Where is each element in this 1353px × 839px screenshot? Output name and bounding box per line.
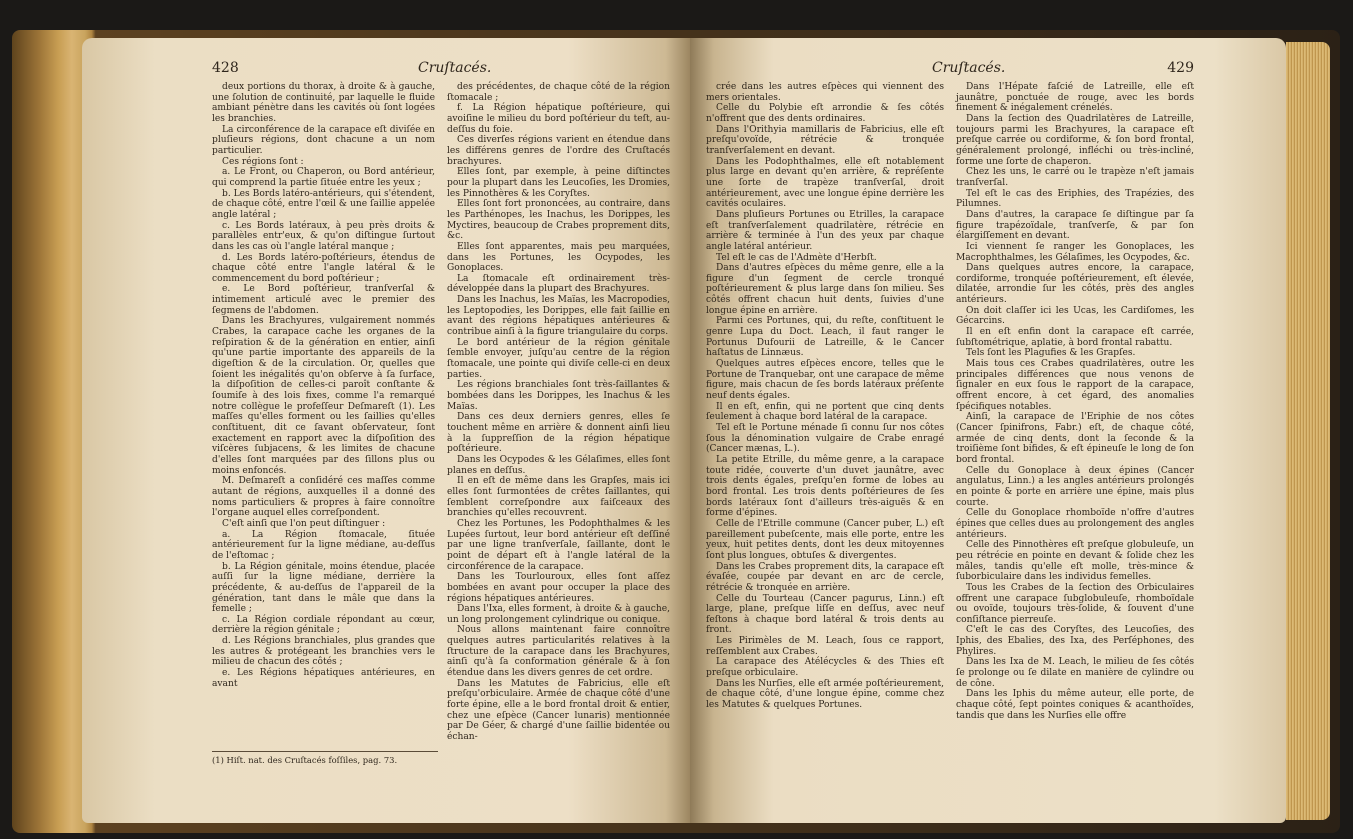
paragraph: Dans les Iphis du même auteur, elle porte, de chaque côté, ſept pointes coniques & acanthoïdes, tandis que dans les Nurſies elle offre	[956, 689, 1194, 721]
paragraph: Dans les Ocypodes & les Gélaſimes, elles ſont planes en deſſus.	[447, 454, 670, 476]
paragraph: Chez les uns, le carré ou le trapèze n'eſt jamais tranſverſal.	[956, 167, 1194, 188]
paragraph: Ainſi, la carapace de l'Eriphie de nos côtes (Cancer ſpinifrons, Fabr.) eſt, de chaque côté, armée de cinq dents, dont la ſeconde & la troiſième ſont bifides, & eſt épineuſe le long de ſon bord frontal.	[956, 412, 1194, 465]
paragraph: Elles ſont apparentes, mais peu marquées, dans les Portunes, les Ocypodes, les Gonoplaces.	[447, 241, 670, 274]
paragraph: Dans les Nurſies, elle eſt armée poſtérieurement, de chaque côté, d'une longue épine, comme chez les Matutes & quelques Portunes.	[706, 678, 944, 711]
paragraph: Tel eſt le Portune ménade ſi connu ſur nos côtes ſous la dénomination vulgaire de Crabe enragé (Cancer mænas, L.).	[706, 423, 944, 455]
paragraph: Le bord antérieur de la région génitale ſemble envoyer, juſqu'au centre de la région ſtomacale, une pointe qui diviſe celle-ci en deux parties.	[447, 337, 670, 380]
paragraph: Les Pirimèles de M. Leach, ſous ce rapport, reſſemblent aux Crabes.	[706, 636, 944, 657]
paragraph: Nous allons maintenant faire connoître quelques autres particularités relatives à la ſtructure de la carapace dans les Brachyures, ainſi qu'à ſa conformation générale & à ſon étendue dans les divers genres de cet ordre.	[447, 625, 670, 679]
paragraph: Dans quelques autres encore, la carapace, cordiforme, tronquée poſtérieurement, eſt élevée, dilatée, arrondie ſur les côtés, près des angles antérieurs.	[956, 263, 1194, 306]
right-page-header	[706, 52, 1194, 82]
paragraph: Les régions branchiales ſont très-ſaillantes & bombées dans les Dorippes, les Inachus & les Maïas.	[447, 380, 670, 412]
paragraph: Tous les Crabes de la ſection des Orbiculaires offrent une carapace ſubglobuleuſe, rhomboïdale ou ovoïde, toujours très-ſolide, & ſouvent d'une conſiſtance pierreuſe.	[956, 582, 1194, 625]
paragraph: d. Les Régions branchiales, plus grandes que les autres & protégeant les branchies vers le milieu de chacun des côtés ;	[212, 636, 435, 668]
paragraph: b. La Région génitale, moins étendue, placée auſſi ſur la ligne médiane, derrière la précédente, & au-deſſus de l'appareil de la génération, tant dans le mâle que dans la femelle ;	[212, 561, 435, 615]
paragraph: Dans les Crabes proprement dits, la carapace eſt évaſée, coupée par devant en arc de cercle, rétrécie & tronquée en arrière.	[706, 561, 944, 593]
right-column-1	[706, 82, 944, 721]
paragraph: d. Les Bords latéro-poſtérieurs, étendus de chaque côté entre l'angle latéral & le commencement du bord poſtérieur ;	[212, 252, 435, 284]
paragraph: e. Le Bord poſtérieur, tranſverſal & intimement articulé avec le premier des ſegmens de l'abdomen.	[212, 284, 435, 316]
left-column-1	[212, 82, 435, 743]
right-page-columns	[706, 82, 1194, 721]
paragraph: Dans l'Ixa, elles forment, à droite & à gauche, un long prolongement cylindrique ou conique.	[447, 604, 670, 625]
paragraph: M. Deſmareſt a conſidéré ces maſſes comme autant de régions, auxquelles il a donné des noms particuliers & propres à faire connoître l'organe auquel elles correſpondent.	[212, 476, 435, 519]
paragraph: Ici viennent ſe ranger les Gonoplaces, les Macrophthalmes, les Gélaſimes, les Ocypodes, &c.	[956, 241, 1194, 263]
paragraph: Dans d'autres, la carapace ſe diſtingue par ſa figure trapézoïdale, tranſverſe, & par ſon élargiſſement en devant.	[956, 209, 1194, 242]
paragraph: La ſtomacale eſt ordinairement très-développée dans la plupart des Brachyures.	[447, 273, 670, 295]
left-page-header	[212, 52, 676, 82]
paragraph: Celle du Polybie eſt arrondie & ſes côtés n'offrent que des dents ordinaires.	[706, 103, 944, 124]
paragraph: Chez les Portunes, les Podophthalmes & les Lupées ſurtout, leur bord antérieur eſt deſſiné par une ligne tranſverſale, ſaillante, dont le point de départ eſt à l'angle latéral de la circonférence de la carapace.	[447, 518, 670, 572]
paragraph: e. Les Régions hépatiques antérieures, en avant	[212, 668, 435, 689]
paragraph: Elles ſont fort prononcées, au contraire, dans les Parthénopes, les Inachus, les Dorippes, les Myctires, beaucoup de Crabes proprement dits, &c.	[447, 199, 670, 242]
paragraph: a. La Région ſtomacale, ſituée antérieurement ſur la ligne médiane, au-deſſus de l'eſtomac ;	[212, 529, 435, 561]
paragraph: Dans les Brachyures, vulgairement nommés Crabes, la carapace cache les organes de la reſpiration & de la génération en entier, ainſi qu'une partie importante des appareils de la digeſtion & de la circulation. Or, quelles que ſoient les inégalités qu'on obſerve à ſa ſurface, la diſpoſition de celles-ci paroît conſtante & ſoumiſe à des lois fixes, comme l'a remarqué notre collègue le profeſſeur Deſmareſt (1). Les maſſes qu'elles forment ou les ſaillies qu'elles conſtituent, dit ce ſavant obſervateur, ſont exactement en rapport avec la diſpoſition des viſcères ſubjacens, & les limites de chacune d'elles ſont marquées par des ſillons plus ou moins enfoncés.	[212, 316, 435, 476]
paragraph: Elles ſont, par exemple, à peine diſtinctes pour la plupart dans les Leucoſies, les Dromies, les Pinnothères & les Coryſtes.	[447, 167, 670, 199]
paragraph: On doit claſſer ici les Ucas, les Cardiſomes, les Gécarcins.	[956, 305, 1194, 327]
paragraph: Tels ſont les Plagufies & les Grapſes.	[966, 348, 1136, 359]
paragraph: Celle du Tourteau (Cancer pagurus, Linn.) eſt large, plane, preſque liſſe en deſſus, avec neuf feſtons à chaque bord latéral & trois dents au front.	[706, 593, 944, 636]
paragraph: Quelques autres eſpèces encore, telles que le Portune de Tranquebar, ont une carapace de même figure, mais chacun de ſes bords latéraux préſente neuf dents égales.	[706, 359, 944, 402]
paragraph: Dans l'Hépate faſcié de Latreille, elle eſt jaunâtre, ponctuée de rouge, avec les bords finement & inégalement crénelés.	[956, 82, 1194, 114]
page-number-right: 429	[1167, 60, 1194, 76]
page-edges	[1286, 42, 1330, 820]
right-page	[690, 38, 1286, 823]
paragraph: Dans la ſection des Quadrilatères de Latreille, toujours parmi les Brachyures, la carapace eſt preſque carrée ou cordiforme, & ſon bord frontal, généralement prolongé, infléchi ou très-incliné, forme une ſorte de chaperon.	[956, 113, 1194, 167]
paragraph: Dans pluſieurs Portunes ou Etrilles, la carapace eſt tranſverſalement quadrilatère, rétrécie en arrière & terminée à l'un des yeux par chaque angle latéral antérieur.	[706, 209, 944, 252]
paragraph: C'eſt le cas des Coryſtes, des Leucoſies, des Iphis, des Ebalies, des Ixa, des Perſéphones, des Phylires.	[956, 625, 1194, 657]
paragraph: f. La Région hépatique poſtérieure, qui avoiſine le milieu du bord poſtérieur du teſt, au-deſſus du foie.	[447, 103, 670, 135]
paragraph: Celle des Pinnothères eſt preſque globuleuſe, un peu rétrécie en pointe en devant & ſolide chez les mâles, tandis qu'elle eſt molle, très-mince & ſuborbiculaire dans les individus femelles.	[956, 540, 1194, 583]
paragraph: Ces régions ſont :	[222, 156, 304, 167]
paragraph: Mais tous ces Crabes quadrilatères, outre les principales différences que nous venons de ſignaler en eux ſous le rapport de la carapace, offrent encore, à cet égard, des anomalies ſpécifiques notables.	[956, 359, 1194, 412]
paragraph: La carapace des Atélécycles & des Thies eſt preſque orbiculaire.	[706, 657, 944, 679]
paragraph: Dans ces deux derniers genres, elles ſe touchent même en arrière & donnent ainſi lieu à la ſuppreſſion de la région hépatique poſtérieure.	[447, 412, 670, 455]
paragraph: Il en eſt, enfin, qui ne portent que cinq dents ſeulement à chaque bord latéral de la carapace.	[706, 401, 944, 423]
paragraph: Parmi ces Portunes, qui, du reſte, conſtituent le genre Lupa du Doct. Leach, il faut ranger le Portunus Dufourii de Latreille, & le Cancer haſtatus de Linnæus.	[706, 316, 944, 359]
paragraph: b. Les Bords latéro-antérieurs, qui s'étendent, de chaque côté, entre l'œil & une ſaillie appelée angle latéral ;	[212, 188, 435, 220]
paragraph: c. Les Bords latéraux, à peu près droits & parallèles entr'eux, & qu'on diſtingue ſurtout dans les cas où l'angle latéral manque ;	[212, 220, 435, 252]
paragraph: Dans d'autres eſpèces du même genre, elle a la figure d'un ſegment de cercle tronqué poſtérieurement & plus large dans ſon milieu. Ses côtés offrent chacun huit dents, ſuivies d'une longue épine en arrière.	[706, 263, 944, 316]
book-binding	[12, 30, 1340, 833]
paragraph: Dans les Ixa de M. Leach, le milieu de ſes côtés ſe prolonge ou ſe dilate en manière de cylindre ou de cône.	[956, 657, 1194, 689]
paragraph: Celle du Gonoplace à deux épines (Cancer angulatus, Linn.) a les angles antérieurs prolongés en pointe & porte en arrière une épine, mais plus courte.	[956, 465, 1194, 508]
page-number-left: 428	[212, 60, 239, 76]
paragraph: a. Le Front, ou Chaperon, ou Bord antérieur, qui comprend la partie ſituée entre les yeux ;	[212, 167, 435, 188]
paragraph: Dans les Tourlouroux, elles ſont aſſez bombées en avant pour occuper la place des régions hépatiques antérieures.	[447, 572, 670, 604]
left-column-2	[447, 82, 670, 743]
running-title-left: Cruſtacés.	[418, 60, 492, 76]
paragraph: des précédentes, de chaque côté de la région ſtomacale ;	[447, 82, 670, 103]
paragraph: La petite Etrille, du même genre, a la carapace toute ridée, couverte d'un duvet jaunâtre, avec trois dents égales, preſqu'en forme de lobes au bord frontal. Les trois dents poſtérieures de ſes bords latéraux ſont d'ailleurs très-aiguës & en forme d'épines.	[706, 454, 944, 519]
paragraph: crée dans les autres eſpèces qui viennent des mers orientales.	[706, 82, 944, 103]
left-page-columns	[212, 82, 676, 743]
paragraph: C'eſt ainſi que l'on peut diſtinguer :	[222, 518, 386, 529]
right-column-2	[956, 82, 1194, 721]
paragraph: Il en eſt de même dans les Grapſes, mais ici elles ſont ſurmontées de crêtes ſaillantes, qui ſemblent correſpondre aux faiſceaux des branchies qu'elles recouvrent.	[447, 476, 670, 519]
paragraph: Ces diverſes régions varient en étendue dans les différens genres de l'ordre des Cruſtacés brachyures.	[447, 135, 670, 167]
paragraph: La circonférence de la carapace eſt diviſée en pluſieurs régions, dont chacune a un nom particulier.	[212, 124, 435, 156]
paragraph: Celle du Gonoplace rhomboïde n'offre d'autres épines que celles dues au prolongement des angles antérieurs.	[956, 508, 1194, 540]
paragraph: Il en eſt enfin dont la carapace eſt carrée, ſubſtométrique, aplatie, à bord frontal rabattu.	[956, 327, 1194, 348]
paragraph: Dans les Matutes de Fabricius, elle eſt preſqu'orbiculaire. Armée de chaque côté d'une forte épine, elle a le bord frontal droit & entier, chez une eſpèce (Cancer lunaris) mentionnée par De Géer, & chargé d'une ſaillie bidentée ou échan-	[447, 678, 670, 743]
footnote: (1) Hiſt. nat. des Cruſtacés foſſiles, pag. 73.	[212, 751, 438, 765]
running-title-right: Cruſtacés.	[932, 60, 1006, 76]
paragraph: Dans les Inachus, les Maïas, les Macropodies, les Leptopodies, les Dorippes, elle fait ſaillie en avant des régions hépatiques antérieures & contribue ainſi à la figure triangulaire du corps.	[447, 295, 670, 338]
paragraph: deux portions du thorax, à droite & à gauche, une ſolution de continuité, par laquelle le fluide ambiant pénètre dans les cavités où ſont logées les branchies.	[212, 82, 435, 124]
paragraph: Celle de l'Etrille commune (Cancer puber, L.) eſt pareillement pubeſcente, mais elle porte, entre les yeux, huit petites dents, dont les deux mitoyennes ſont plus longues, obtuſes & divergentes.	[706, 518, 944, 561]
paragraph: c. La Région cordiale répondant au cœur, derrière la région génitale ;	[212, 614, 435, 636]
paragraph: Dans les Podophthalmes, elle eſt notablement plus large en devant qu'en arrière, & repréſente une ſorte de trapèze tranſverſal, droit antérieurement, avec une longue épine derrière les cavités oculaires.	[706, 156, 944, 210]
left-page	[82, 38, 690, 823]
paragraph: Tel eſt le cas de l'Admète d'Herbſt.	[716, 252, 877, 263]
paragraph: Tel eſt le cas des Eriphies, des Trapézies, des Pilumnes.	[956, 188, 1194, 210]
paragraph: Dans l'Orithyia mamillaris de Fabricius, elle eſt preſqu'ovoïde, rétrécie & tronquée tranſverſalement en devant.	[706, 124, 944, 156]
